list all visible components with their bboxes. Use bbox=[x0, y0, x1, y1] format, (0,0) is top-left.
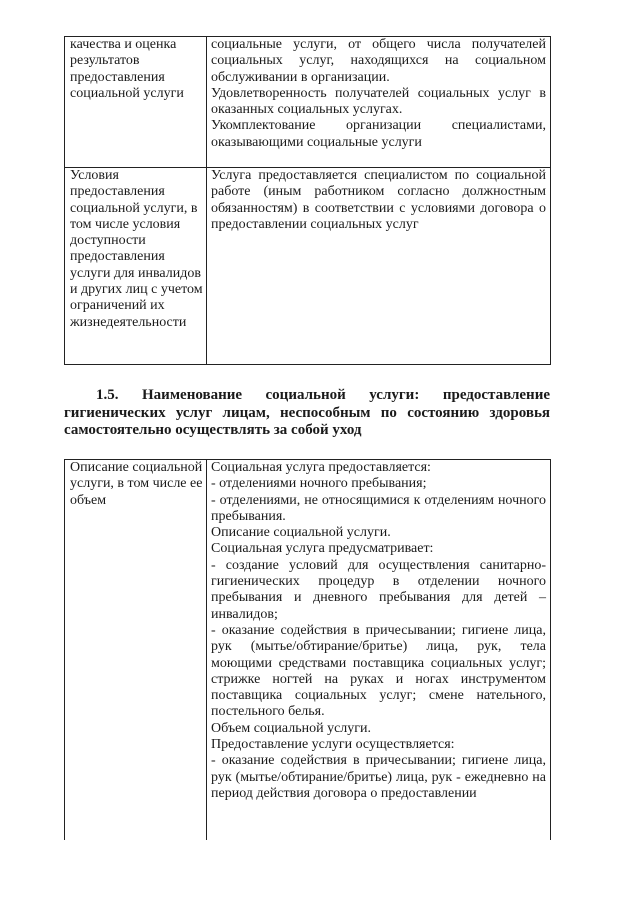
paragraph: Описание социальной услуги. bbox=[211, 525, 391, 541]
description-value-cell bbox=[207, 460, 551, 841]
paragraph: - оказание содействия в причесывании; гигиене лица, рук (мытье/обтирание/бритье) лица, рук - ежедневно на период действия договора о предоставлении bbox=[211, 753, 546, 801]
criteria-label-cell: качества и оценка результатов предоставления социальной услуги bbox=[65, 37, 207, 168]
section-heading: 1.5. Наименование социальной услуги: предоставление гигиенических услуг лицам, неспособным по состоянию здоровья самостоятельно осуществлять за собой уход bbox=[64, 387, 550, 438]
paragraph: - отделениями ночного пребывания; bbox=[211, 476, 427, 492]
criteria-value-cell bbox=[207, 37, 551, 168]
paragraph: - отделениями, не относящимися к отделениям ночного пребывания. bbox=[211, 492, 546, 524]
conditions-value-cell bbox=[207, 168, 551, 365]
criteria-table bbox=[64, 36, 551, 365]
table-row bbox=[65, 460, 551, 841]
paragraph: Социальная услуга предусматривает: bbox=[211, 541, 434, 557]
paragraph: Услуга предоставляется специалистом по социальной работе (иным работником согласно должностным обязанностям) в соответствии с условиями договора о предоставлении социальных услуг bbox=[211, 168, 546, 232]
paragraph: - создание условий для осуществления санитарно-гигиенических процедур в отделении ночного пребывания и дневного пребывания для детей – инвалидов; bbox=[211, 557, 546, 622]
paragraph: Удовлетворенность получателей социальных услуг в оказанных социальных услугах. bbox=[211, 85, 546, 118]
paragraph: социальные услуги, от общего числа получателей социальных услуг, находящихся на социальном обслуживании в организации. bbox=[211, 37, 546, 85]
paragraph: Предоставление услуги осуществляется: bbox=[211, 737, 455, 753]
description-label-cell: Описание социальной услуги, в том числе ее объем bbox=[65, 460, 207, 841]
paragraph: Укомплектование организации специалистами, оказывающими социальные услуги bbox=[211, 118, 546, 150]
paragraph: Объем социальной услуги. bbox=[211, 720, 372, 736]
paragraph: - оказание содействия в причесывании; гигиене лица, рук (мытье/обтирание/бритье) лица, рук, тела моющими средствами поставщика социальных услуг; стрижке ногтей на руках и ногах инструментом поставщика социальных услуг; смене нательного, постельного белья. bbox=[211, 622, 546, 720]
conditions-label-cell: Условия предоставления социальной услуги, в том числе условия доступности предоставления услуги для инвалидов и других лиц с учетом ограничений их жизнедеятельности bbox=[65, 168, 207, 365]
table-row bbox=[65, 168, 551, 365]
service-description-table bbox=[64, 459, 551, 840]
table-row bbox=[65, 37, 551, 168]
paragraph: Социальная услуга предоставляется: bbox=[211, 460, 431, 475]
